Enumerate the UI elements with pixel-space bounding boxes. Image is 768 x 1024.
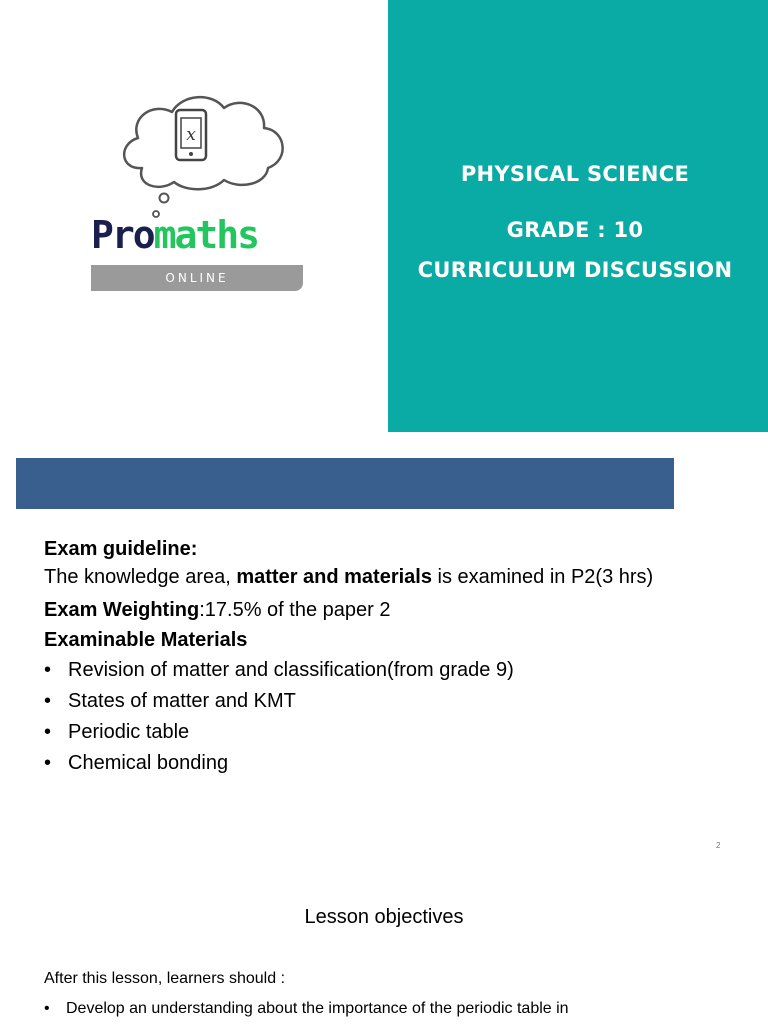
lesson-objectives-title: Lesson objectives [304, 906, 464, 928]
objective-item [44, 1000, 569, 1018]
grade-title: GRADE : 10 [506, 218, 644, 242]
knowledge-post: is examined in P2(3 hrs) [431, 566, 654, 588]
cloud-symbol: x [186, 125, 196, 145]
knowledge-pre: The knowledge area, [44, 566, 237, 588]
list-item: • Periodic table [44, 717, 744, 748]
lesson-objectives-intro: After this lesson, learners should : [44, 970, 286, 987]
list-item: • Revision of matter and classification(from grade 9) [44, 655, 744, 686]
knowledge-area-text [44, 564, 744, 590]
title-slide [0, 0, 768, 432]
title-panel [388, 0, 768, 432]
bullet-dot: • [44, 1000, 50, 1017]
knowledge-bold: matter and materials [236, 566, 432, 588]
cloud-phone-icon [90, 88, 306, 293]
logo-word-maths: maths [153, 213, 259, 257]
exam-guideline-content [44, 534, 744, 779]
examinable-heading: Examinable Materials [44, 629, 248, 651]
discussion-title: CURRICULUM DISCUSSION [417, 258, 733, 282]
list-item: • States of matter and KMT [44, 686, 744, 717]
logo-online-label: ONLINE [91, 265, 303, 291]
page-number: 2 [716, 841, 721, 850]
slide-header-bar [16, 458, 674, 509]
exam-guideline-heading: Exam guideline: [44, 538, 198, 560]
logo-wordmark [91, 212, 258, 258]
list-item: • Chemical bonding [44, 748, 744, 779]
logo-word-pro: Pro [91, 213, 154, 257]
weighting-value: :17.5% of the paper 2 [199, 599, 391, 621]
exam-weighting [44, 595, 744, 625]
subject-title: PHYSICAL SCIENCE [460, 162, 690, 186]
examinable-list [44, 655, 744, 779]
objective-text: Develop an understanding about the importance of the periodic table in [66, 1000, 569, 1017]
weighting-label: Exam Weighting [44, 599, 200, 621]
